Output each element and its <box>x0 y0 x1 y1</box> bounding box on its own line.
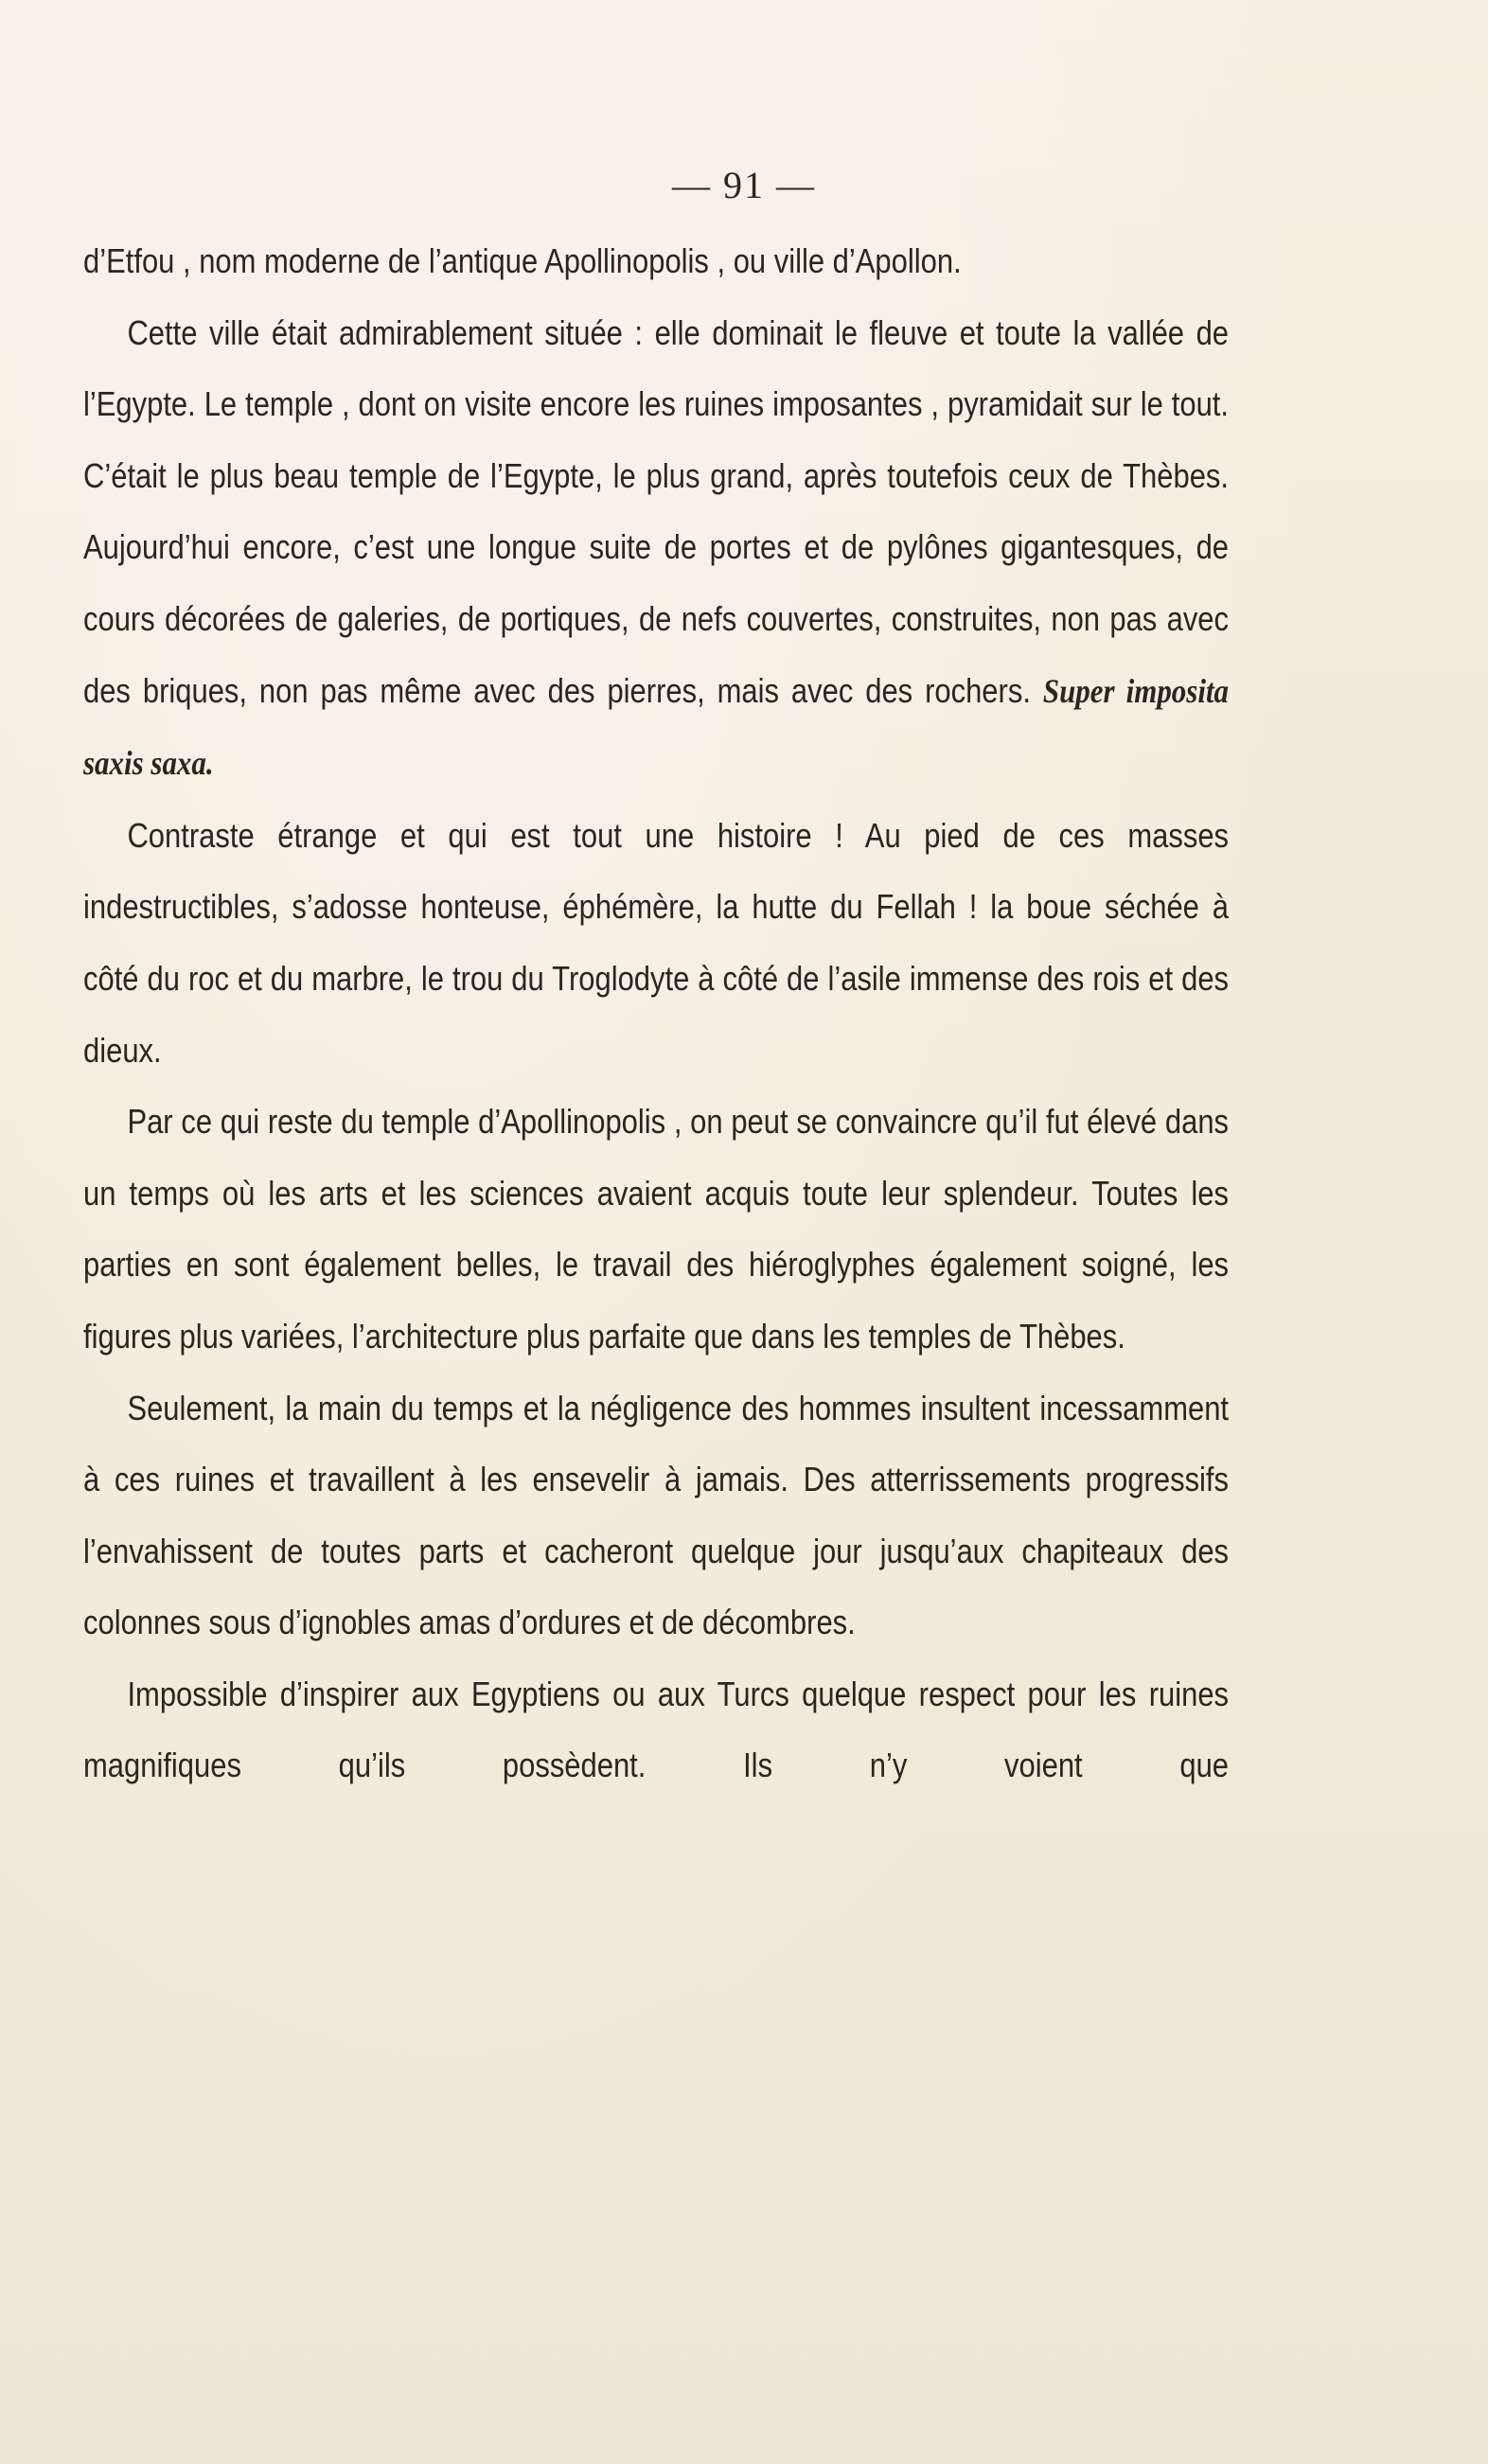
latin-quote: Super imposita saxis saxa. <box>83 671 1230 783</box>
body-text <box>83 225 1230 1801</box>
page-number: — 91 — <box>672 164 816 206</box>
paragraph-5: Seulement, la main du temps et la négligence des hommes insultent incessamment à ces ruines et travaillent à les ensevelir à jamais. Des atterrissements progressifs l’envahissent de toutes parts et cacheront quelque jour jusqu’aux chapiteaux des colonnes sous d’ignobles amas d’ordures et de décombres. <box>83 1388 1230 1642</box>
paragraph-4: Par ce qui reste du temple d’Apollinopolis , on peut se convaincre qu’il fut élevé dans un temps où les arts et les sciences avaient acquis toute leur splendeur. Toutes les parties en sont également belles, le travail des hiéroglyphes également soigné, les figures plus variées, l’architecture plus parfaite que dans les temples de Thèbes. <box>83 1102 1230 1356</box>
paragraph-2-text: Cette ville était admirablement située : elle dominait le fleuve et toute la vallée de l’Egypte. Le temple , dont on visite encore les ruines imposantes , pyramidait sur le tout. C’était le plus beau temple de l’Egypte, le plus grand, après toutefois ceux de Thèbes. Aujourd’hui encore, c’est une longue suite de portes et de pylônes gigantesques, de cours décorées de galeries, de portiques, de nefs couvertes, construites, non pas avec des briques, non pas même avec des pierres, mais avec des rochers. <box>83 312 1230 710</box>
paragraph-3: Contraste étrange et qui est tout une histoire ! Au pied de ces masses indestructibles, s’adosse honteuse, éphémère, la hutte du Fellah ! la boue séchée à côté du roc et du marbre, le trou du Troglodyte à côté de l’asile immense des rois et des dieux. <box>83 815 1230 1070</box>
paragraph-1: d’Etfou , nom moderne de l’antique Apollinopolis , ou ville d’Apollon. <box>83 241 962 280</box>
paragraph-2 <box>83 297 1229 800</box>
paragraph-6: Impossible d’inspirer aux Egyptiens ou aux Turcs quelque respect pour les ruines magnifiques qu’ils possèdent. Ils n’y voient que <box>83 1674 1230 1785</box>
